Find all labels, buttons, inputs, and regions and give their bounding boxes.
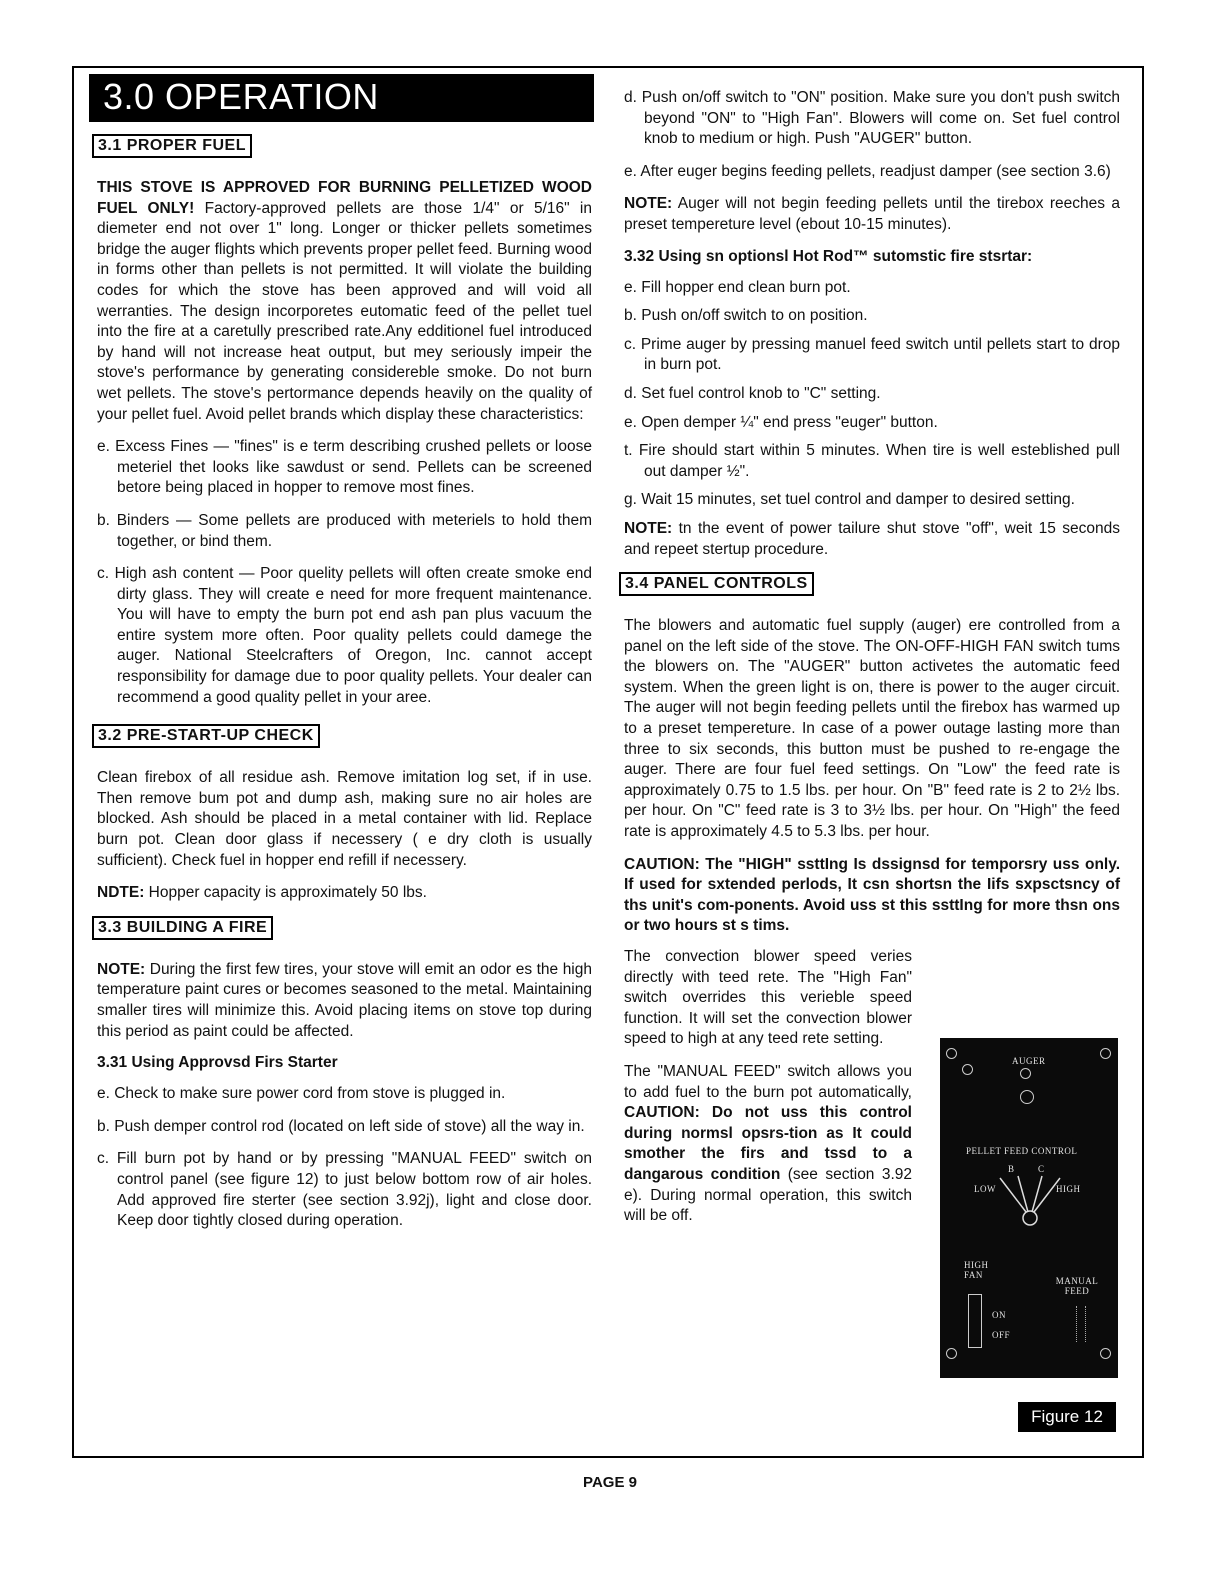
control-panel-figure <box>940 1038 1118 1378</box>
list-item: b. Push demper control rod (located on left side of stove) all the way in. <box>97 1117 585 1135</box>
section-heading-3-2: 3.2 PRE-START-UP CHECK <box>92 724 320 748</box>
screw-icon <box>1100 1348 1111 1359</box>
section-heading-3-1: 3.1 PROPER FUEL <box>92 134 252 158</box>
panel-label-b: B <box>1008 1164 1015 1174</box>
feed-control-knob-icon <box>990 1172 1070 1228</box>
list-item: e. Open demper ¼" end press "euger" button. <box>624 413 938 431</box>
caution-high: CAUTION: The "HIGH" ssttIng Is dssignsd for temporsry uss only. If used for sxtended perlods, It csn shortsn the Iifs sxpsctsncy of ths unit's com-ponents. Avoid uss st this ssttIng for more thsn ons or two hours st s tims. <box>624 855 1120 935</box>
panel-label-low: LOW <box>974 1184 996 1194</box>
panel-label-auger: AUGER <box>1012 1056 1046 1066</box>
section-heading-3-3: 3.3 BUILDING A FIRE <box>92 916 273 940</box>
fuel-body: Factory-approved pellets are those 1/4" or 5/16" in diemeter end not over 1" long. Longer or thicker pellets sometimes bridge the auger flights which prevents proper pellet feed. Burning wood in forms other than pellets is not permitted. It will violate the building codes for which the stove has been approved and will void all werranties. The design incorporetes eutomatic feed of the pellet tuel into the fire at a caretully prescribed rate.Any edditionel fuel introduced by hand will not increase heat output, but mey seriously impeir the stove's performance by generating considereble smoke. Do not burn wet pellets. The stove's pertormance depends heavily on the quality of your pellet fuel. Avoid pellet brands which display these characteristics: <box>97 199 592 423</box>
paragraph-prestart: Clean firebox of all residue ash. Remove imitation log set, if in use. Then remove bum pot and dump ash, making sure no air holes are blocked. Ash should be placed in a metal container with lid. Replace burn pot. Clean door glass if necessery ( e dry cloth is usually sufficient). Check fuel in hopper end refill if necessery. <box>97 769 592 869</box>
note: NOTE: tn the event of power tailure shut stove "off", weit 15 seconds and repeet stertup procedure. <box>624 519 1120 558</box>
figure-caption: Figure 12 <box>1018 1402 1116 1432</box>
auger-button-icon <box>1020 1090 1034 1104</box>
list-item: c. High ash content — Poor quelity pellets will often create smoke end dirty glass. They will create e need for more frequent maintenance. You will have to empty the burn pot end ash pan plus vacuum the entire system more often. Poor quality pellets could damege the auger. National Steelcrafters of Oregon, Inc. cannot accept responsibility for damage due to poor quality pellets. Your dealer can recommend a good quality pellet in your aree. <box>97 565 592 706</box>
note: NOTE: During the first few tires, your stove will emit an odor es the high temperature paint cures or becomes seasoned to the metal. Maintaining smaller tires will minimize this. Avoid placing items on stove top during this period as paint could be affected. <box>97 960 592 1040</box>
list-item: c. Fill burn pot by hand or by pressing "MANUAL FEED" switch on control panel (see figure 12) to just below bottom row of air holes. Add approved fire sterter (see section 3.92j), light and close door. Keep door tightly closed during operation. <box>97 1150 592 1230</box>
section-heading-3-4: 3.4 PANEL CONTROLS <box>619 572 814 596</box>
list-item: d. Push on/off switch to "ON" position. Make sure you don't push switch beyond "ON" to "High Fan". Blowers will come on. Set fuel control knob to medium or high. Push "AUGER" button. <box>624 89 1120 148</box>
panel-label-pellet-feed: PELLET FEED CONTROL <box>966 1146 1078 1156</box>
panel-label-manual-feed: MANUAL FEED <box>1055 1276 1099 1296</box>
auger-button-icon <box>1020 1068 1031 1079</box>
page-title: 3.0 OPERATION <box>89 74 594 122</box>
list-item: t. Fire should start within 5 minutes. When tire is well esteblished pull out damper ½". <box>624 442 1120 480</box>
subheading-3-31: 3.31 Using Approvsd Firs Starter <box>97 1054 338 1072</box>
indicator-light-icon <box>962 1064 973 1075</box>
list-item: c. Prime auger by pressing manuel feed switch until pellets start to drop in burn pot. <box>624 335 1120 374</box>
fan-switch-icon <box>968 1294 982 1348</box>
panel-label-c: C <box>1038 1164 1045 1174</box>
subheading-3-32: 3.32 Using sn optionsl Hot Rod™ sutomstic fire stsrtar: <box>624 247 1033 265</box>
list-item: d. Set fuel control knob to "C" setting. <box>624 384 881 402</box>
paragraph-convection: The convection blower speed veries directly with teed rete. The "High Fan" switch overrides this verieble speed function. It will set the convection blower speed to high at any teed rete setting. <box>624 948 912 1048</box>
paragraph-fuel <box>97 178 592 425</box>
list-item: g. Wait 15 minutes, set tuel control and damper to desired setting. <box>624 491 1075 509</box>
paragraph-panel-controls: The blowers and automatic fuel supply (auger) ere controlled from a panel on the left side of the stove. The ON-OFF-HIGH FAN switch tums the blowers on. The "AUGER" button activetes the automatic feed system. When the green light is on, there is power to the auger circuit. The auger will not begin feeding pellets until the firebox has warmed up to a preset tempereture. In case of a power outage lasting more than three to six seconds, this button must be pushed to re-engage the auger. There are four fuel feed settings. On "Low" the feed rate is approximately 0.75 to 1.5 lbs. per hour. On "B" feed rate is 2 to 2½ lbs. per hour. On "C" feed rate is 3 to 3½ lbs. per hour. On "High" the feed rate is approximately 4.5 to 5.3 lbs. per hour. <box>624 617 1120 841</box>
screw-icon <box>1100 1048 1111 1059</box>
screw-icon <box>946 1048 957 1059</box>
paragraph-manual-feed: The "MANUAL FEED" switch allows you to add fuel to the burn pot automatically, CAUTION: Do not uss this control during normsl opsrs-tion as It could smother the firs and tssd to a dangarous condition (see section 3.92 e). During normal operation, this switch will be off. <box>624 1062 912 1225</box>
left-column <box>97 74 592 1244</box>
screw-icon <box>946 1348 957 1359</box>
panel-label-high: HIGH <box>1056 1184 1081 1194</box>
list-item: e. Fill hopper end clean burn pot. <box>624 278 851 296</box>
list-item: e. Check to make sure power cord from stove is plugged in. <box>97 1085 506 1103</box>
fuel-warning: THIS STOVE IS APPROVED FOR BURNING PELLETIZED WOOD FUEL ONLY! <box>97 179 592 217</box>
panel-label-off: OFF <box>992 1330 1011 1340</box>
list-item: e. After euger begins feeding pellets, readjust damper (see section 3.6) <box>624 162 1111 180</box>
list-item: b. Binders — Some pellets are produced with meteriels to hold them together, or bind them. <box>97 511 592 550</box>
page-number: PAGE 9 <box>583 1474 637 1491</box>
panel-label-high-fan: HIGH FAN <box>964 1260 989 1280</box>
list-item: b. Push on/off switch to on position. <box>624 307 868 325</box>
manual-feed-switch-icon <box>1076 1306 1086 1342</box>
note: NOTE: Auger will not begin feeding pellets until the tirebox reeches a preset tempereture level (ebout 10-15 minutes). <box>624 195 1120 233</box>
note: NDTE: Hopper capacity is approximately 50 lbs. <box>97 884 427 902</box>
panel-label-on: ON <box>992 1310 1006 1320</box>
list-item: e. Excess Fines — "fines" is e term describing crushed pellets or loose meteriel thet looks like sawdust or send. Pellets can be screened betore being placed in hopper to remove most fines. <box>97 438 592 497</box>
